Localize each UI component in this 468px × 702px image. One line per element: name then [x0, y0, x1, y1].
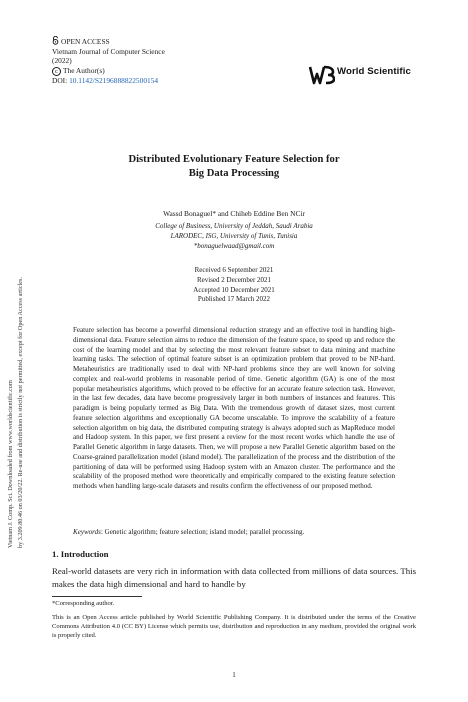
keywords-label: Keywords [73, 528, 101, 536]
affiliation-1: College of Business, University of Jeddah, Saudi Arabia [155, 222, 313, 230]
keywords-list: : Genetic algorithm; feature selection; island model; parallel processing. [100, 528, 305, 536]
abstract: Feature selection has become a powerful dimensional reduction strategy and an effective tool in handling high-dimensional data. Feature selection aims to reduce the dimension of the feature space, to speed up and reduce the cost of the learning model and that by selecting the most relevant feature subset to data mining and machine learning tasks. The selection of optimal feature subset is an optimization problem that proved to be NP-hard. Metaheuristics are traditionally used to deal with NP-hard problems since they are well known for solving complex and real-world problems in reasonable period of time. Genetic algorithm (GA) is one of the most popular metaheuristics algorithms, which proved to be effective for an accurate feature selection task. However, in the last few decades, data have become progressively larger in both numbers of instances and features. This paradigm is being popularly termed as Big Data. With the tremendous growth of dataset sizes, most current feature selection algorithms and exceptionally GA become unscalable. To improve the scalability of a feature selection algorithm on big data, the distributed computing strategy is always adopted such as MapReduce model and Hadoop system. In this paper, we first present a review for the most recent works which handle the use of Parallel Genetic algorithm in large datasets. Then, we will propose a new Parallel Genetic algorithm based on the Coarse-grained parallelization model (island model). The parallelization of the process and the distribution of the partitioning of data will be performed using Hadoop system with an Amazon cluster. The performance and the scalability of the proposed method were theoretically and empirically compared to the existing feature selection methods when handling large-scale datasets and results confirm the effectiveness of our proposed method. [73, 326, 395, 490]
paper-authors: Wassd Bonaguel* and Chiheb Eddine Ben NCir [163, 209, 305, 218]
section-heading: 1. Introduction [52, 549, 109, 559]
keywords [73, 528, 395, 536]
world-scientific-logo-icon [309, 64, 335, 86]
doi-link[interactable]: 10.1142/S2196888822500154 [69, 75, 159, 85]
author-affiliations [52, 222, 416, 251]
copyright-text: The Author(s) [63, 65, 105, 75]
author-email[interactable]: *bonaguelwaad@gmail.com [193, 241, 275, 250]
journal-name: Vietnam Journal of Computer Science [52, 46, 165, 56]
paper-title: Distributed Evolutionary Feature Selection for Big Data Processing [128, 154, 340, 179]
intro-paragraph: Real-world datasets are very rich in information with data collected from millions of data sources. This makes the data high dimensional and hard to handle by [52, 566, 416, 589]
footnote-divider [52, 596, 142, 597]
journal-header [52, 36, 165, 85]
footnote: *Corresponding author. [52, 600, 115, 607]
download-notice-line2: by 3.209.80.46 on 03/20/22. Re-use and distribution is strictly not permitted, except for Open Access articles. [17, 277, 24, 548]
download-notice [6, 277, 26, 548]
page-number: 1 [232, 671, 236, 679]
date-received: Received 6 September 2021 [194, 266, 274, 274]
journal-year: (2022) [52, 56, 72, 66]
publisher-name: World Scientific [337, 66, 411, 77]
download-notice-line1: Vietnam J. Comp. Sci. Downloaded from www.worldscientific.com [7, 380, 14, 548]
doi-label: DOI: [52, 75, 68, 85]
date-published: Published 17 March 2022 [197, 295, 271, 304]
publisher-logo [309, 64, 419, 86]
license-notice: This is an Open Access article published by World Scientific Publishing Company. It is distributed under the terms of the Creative Commons Attribution 4.0 (CC BY) License which permits use, distribution and reproduction in any medium, provided the original work is properly cited. [52, 614, 416, 640]
copyright-icon: c [52, 67, 61, 76]
open-access-label: OPEN ACCESS [61, 37, 110, 46]
affiliation-2: LARODEC, ISG, University of Tunis, Tunisia [170, 231, 298, 240]
open-access-icon [52, 36, 59, 45]
date-accepted: Accepted 10 December 2021 [193, 285, 275, 294]
date-revised: Revised 2 December 2021 [196, 275, 272, 284]
publication-dates [52, 266, 416, 305]
